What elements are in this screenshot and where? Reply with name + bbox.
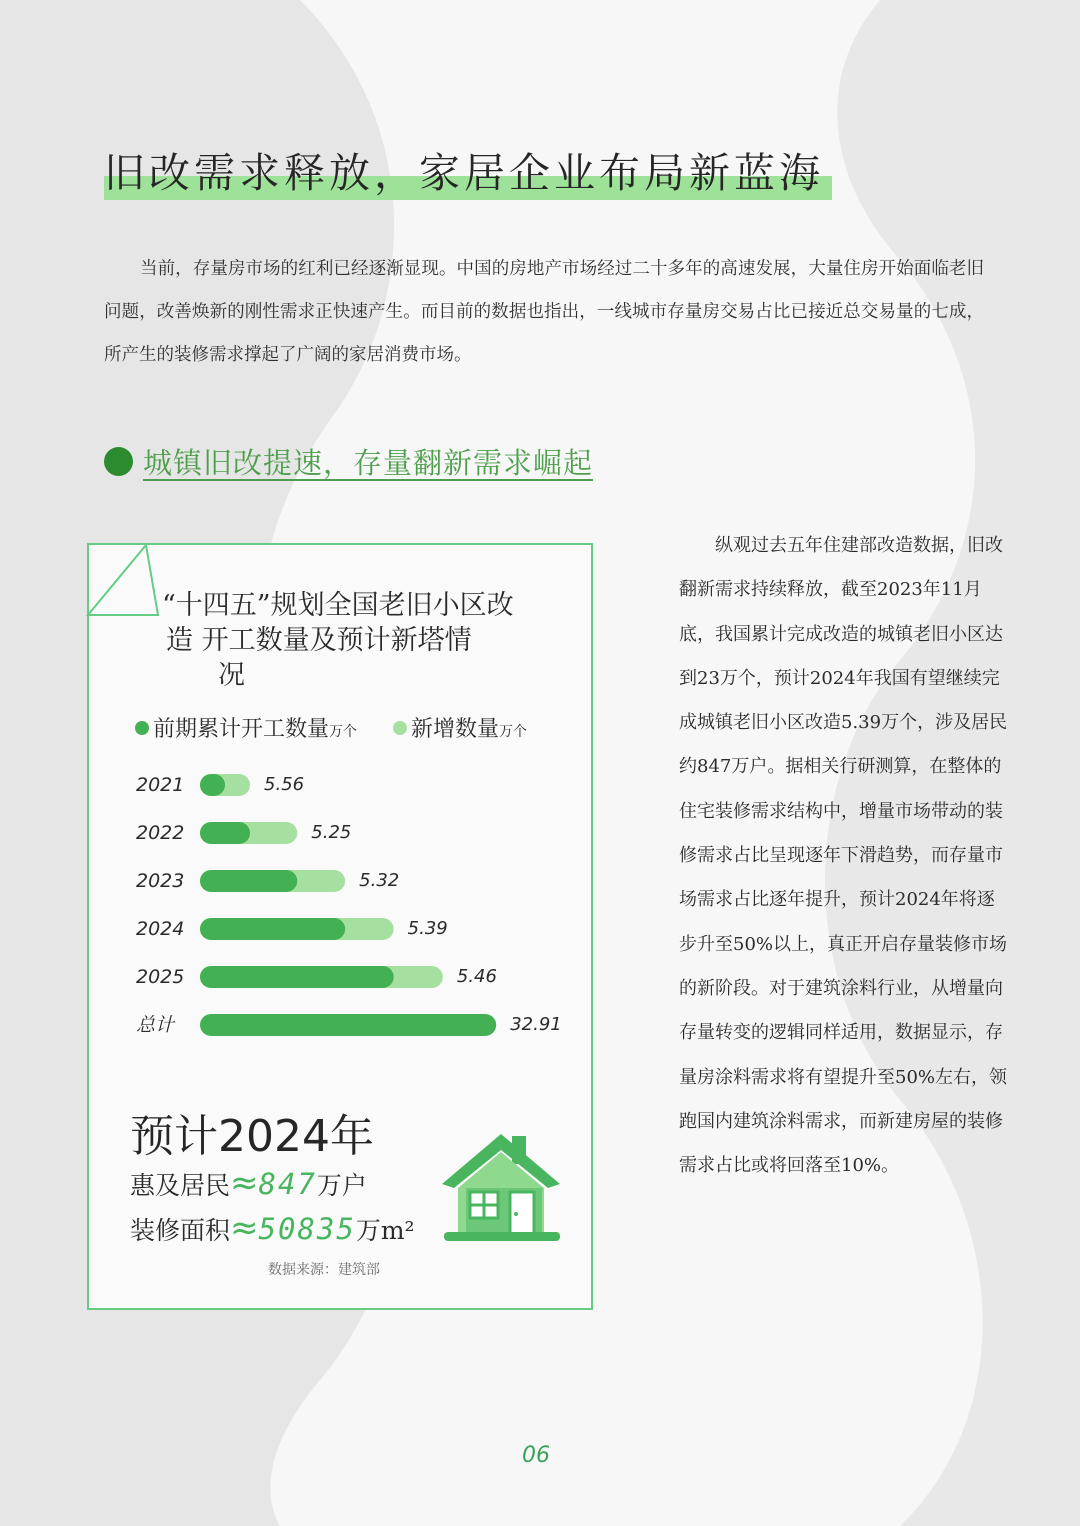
legend-swatch-new xyxy=(393,721,407,735)
legend-label-new: 新增数量 xyxy=(411,717,500,742)
category-label: 2022 xyxy=(136,822,185,844)
area-unit: 万m² xyxy=(355,1216,415,1245)
chart-title-line1: “十四五”规划全国老旧小区改 xyxy=(162,590,514,621)
category-label: 2021 xyxy=(136,774,185,796)
bar-cumulative xyxy=(200,1014,496,1036)
bar-cumulative xyxy=(200,918,345,940)
data-source: 数据来源：建筑部 xyxy=(268,1262,380,1278)
bar-cumulative-cap xyxy=(200,774,225,796)
right-column-text: 纵观过去五年住建部改造数据，旧改翻新需求持续释放，截至2023年11月底，我国累计完成改造的城镇老旧小区达到23万个，预计2024年我国有望继续完成城镇老旧小区改造5.39万个，涉及居民约847万户。据相关行研测算，在整体的住宅装修需求结构中，增量市场带动的装修需求占比呈现逐年下滑趋势，而存量市场需求占比逐年提升，预计2024年将逐步升至50%以上，真正开启存量装修市场的新阶段。对于建筑涂料行业，从增量向存量转变的逻辑同样适用，数据显示，存量房涂料需求将有望提升至50%左右，领跑国内建筑涂料需求，而新建房屋的装修需求占比或将回落至10%。 xyxy=(679,535,1008,1177)
bar-chart xyxy=(120,760,590,1060)
category-label: 2025 xyxy=(136,966,185,988)
data-label: 5.46 xyxy=(456,966,497,987)
legend-unit-new: 万个 xyxy=(499,724,528,740)
residents-value: 847 xyxy=(258,1167,317,1201)
data-label: 32.91 xyxy=(510,1014,562,1035)
approx-symbol: ≈ xyxy=(230,1208,259,1248)
area-line xyxy=(130,1208,415,1248)
section-title: 城镇旧改提速，存量翻新需求崛起 xyxy=(143,445,594,480)
category-label: 总计 xyxy=(136,1014,175,1036)
approx-symbol: ≈ xyxy=(230,1163,259,1203)
intro-paragraph xyxy=(104,248,984,377)
bar-cumulative xyxy=(200,870,297,892)
legend-item-new xyxy=(393,712,527,743)
legend-swatch-cumulative xyxy=(135,721,149,735)
bullet-dot-icon xyxy=(104,447,133,476)
legend-item-cumulative xyxy=(135,712,357,743)
page-number: 06 xyxy=(522,1443,550,1468)
chart-legend xyxy=(135,712,563,743)
right-column xyxy=(679,524,1009,1188)
category-label: 2024 xyxy=(136,918,185,940)
residents-unit: 万户 xyxy=(316,1171,367,1200)
section-heading xyxy=(104,436,593,486)
residents-label: 惠及居民 xyxy=(130,1171,231,1200)
data-label: 5.25 xyxy=(311,822,352,843)
data-label: 5.39 xyxy=(407,918,448,939)
bar-cumulative xyxy=(200,822,250,844)
residents-line xyxy=(130,1163,367,1203)
page-title: 旧改需求释放，家居企业布局新蓝海 xyxy=(104,149,824,197)
area-label: 装修面积 xyxy=(130,1216,231,1245)
intro-text: 当前，存量房市场的红利已经逐渐显现。中国的房地产市场经过二十多年的高速发展，大量住房开始面临老旧问题，改善焕新的刚性需求正快速产生。而目前的数据也指出，一线城市存量房交易占比已接近总交易量的七成，所产生的装修需求撑起了广阔的家居消费市场。 xyxy=(104,259,984,365)
house-icon xyxy=(440,1128,562,1246)
legend-label-cumulative: 前期累计开工数量 xyxy=(153,717,330,742)
projection-title: 预计2024年 xyxy=(130,1111,374,1162)
category-label: 2023 xyxy=(136,870,185,892)
area-value: 50835 xyxy=(258,1212,356,1246)
chart-title-line3: 况 xyxy=(218,660,245,691)
bar-cumulative xyxy=(200,966,394,988)
chart-title-line2: 造 开工数量及预计新塔情 xyxy=(166,625,472,656)
corner-triangle-icon xyxy=(86,543,166,623)
data-label: 5.32 xyxy=(359,870,400,891)
page-title-block xyxy=(104,140,832,202)
legend-unit-cumulative: 万个 xyxy=(329,724,358,740)
chart-title xyxy=(162,588,572,693)
data-label: 5.56 xyxy=(264,774,305,795)
